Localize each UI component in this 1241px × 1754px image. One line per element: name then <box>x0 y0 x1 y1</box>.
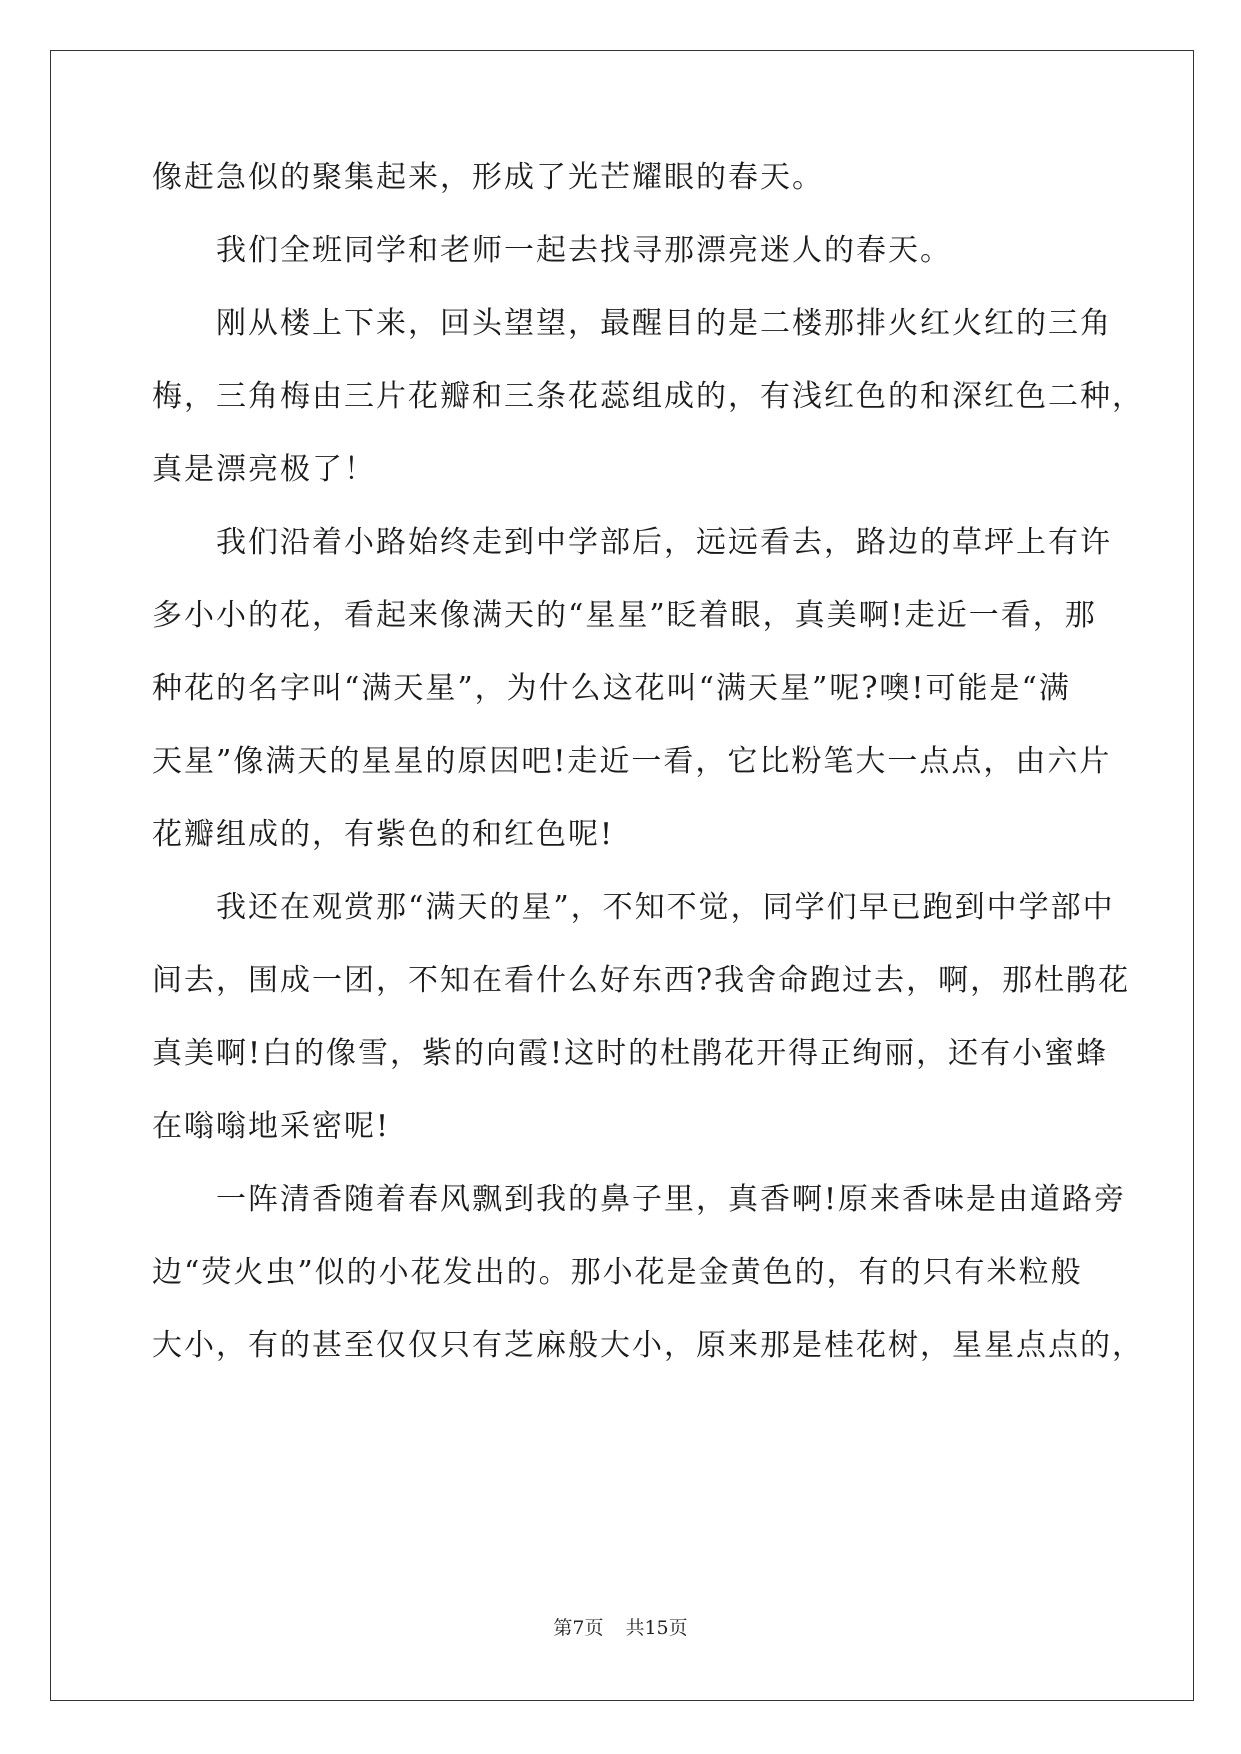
text-line: 大小，有的甚至仅仅只有芝麻般大小，原来那是桂花树，星星点点的， <box>152 1328 1144 1363</box>
text-line: 像赶急似的聚集起来，形成了光芒耀眼的春天。 <box>152 160 824 195</box>
text-line: 我还在观赏那“满天的星”，不知不觉，同学们早已跑到中学部中 <box>216 890 1115 925</box>
text-line: 天星”像满天的星星的原因吧!走近一看，它比粉笔大一点点，由六片 <box>152 744 1112 779</box>
text-line: 多小小的花，看起来像满天的“星星”眨着眼，真美啊!走近一看，那 <box>152 598 1097 633</box>
text-line: 一阵清香随着春风飘到我的鼻子里，真香啊!原来香味是由道路旁 <box>216 1182 1127 1217</box>
text-line: 种花的名字叫“满天星”，为什么这花叫“满天星”呢?噢!可能是“满 <box>152 671 1071 706</box>
text-line: 真是漂亮极了！ <box>152 452 376 487</box>
text-line: 我们沿着小路始终走到中学部后，远远看去，路边的草坪上有许 <box>216 525 1112 560</box>
text-line: 花瓣组成的，有紫色的和红色呢! <box>152 817 615 852</box>
text-line: 真美啊!白的像雪，紫的向霞!这时的杜鹃花开得正绚丽，还有小蜜蜂 <box>152 1036 1109 1071</box>
page-footer <box>0 1616 1241 1640</box>
text-line: 在嗡嗡地采密呢! <box>152 1109 391 1144</box>
text-line: 间去，围成一团，不知在看什么好东西?我舍命跑过去，啊，那杜鹃花 <box>152 963 1131 998</box>
text-line: 我们全班同学和老师一起去找寻那漂亮迷人的春天。 <box>216 233 952 268</box>
text-line: 刚从楼上下来，回头望望，最醒目的是二楼那排火红火红的三角 <box>216 306 1112 341</box>
page-total: 共15页 <box>625 1617 688 1639</box>
page-number: 第7页 <box>553 1617 604 1639</box>
text-line: 边“荧火虫”似的小花发出的。那小花是金黄色的，有的只有米粒般 <box>152 1255 1083 1290</box>
page-border <box>50 50 1194 1701</box>
text-line: 梅，三角梅由三片花瓣和三条花蕊组成的，有浅红色的和深红色二种， <box>152 379 1144 414</box>
